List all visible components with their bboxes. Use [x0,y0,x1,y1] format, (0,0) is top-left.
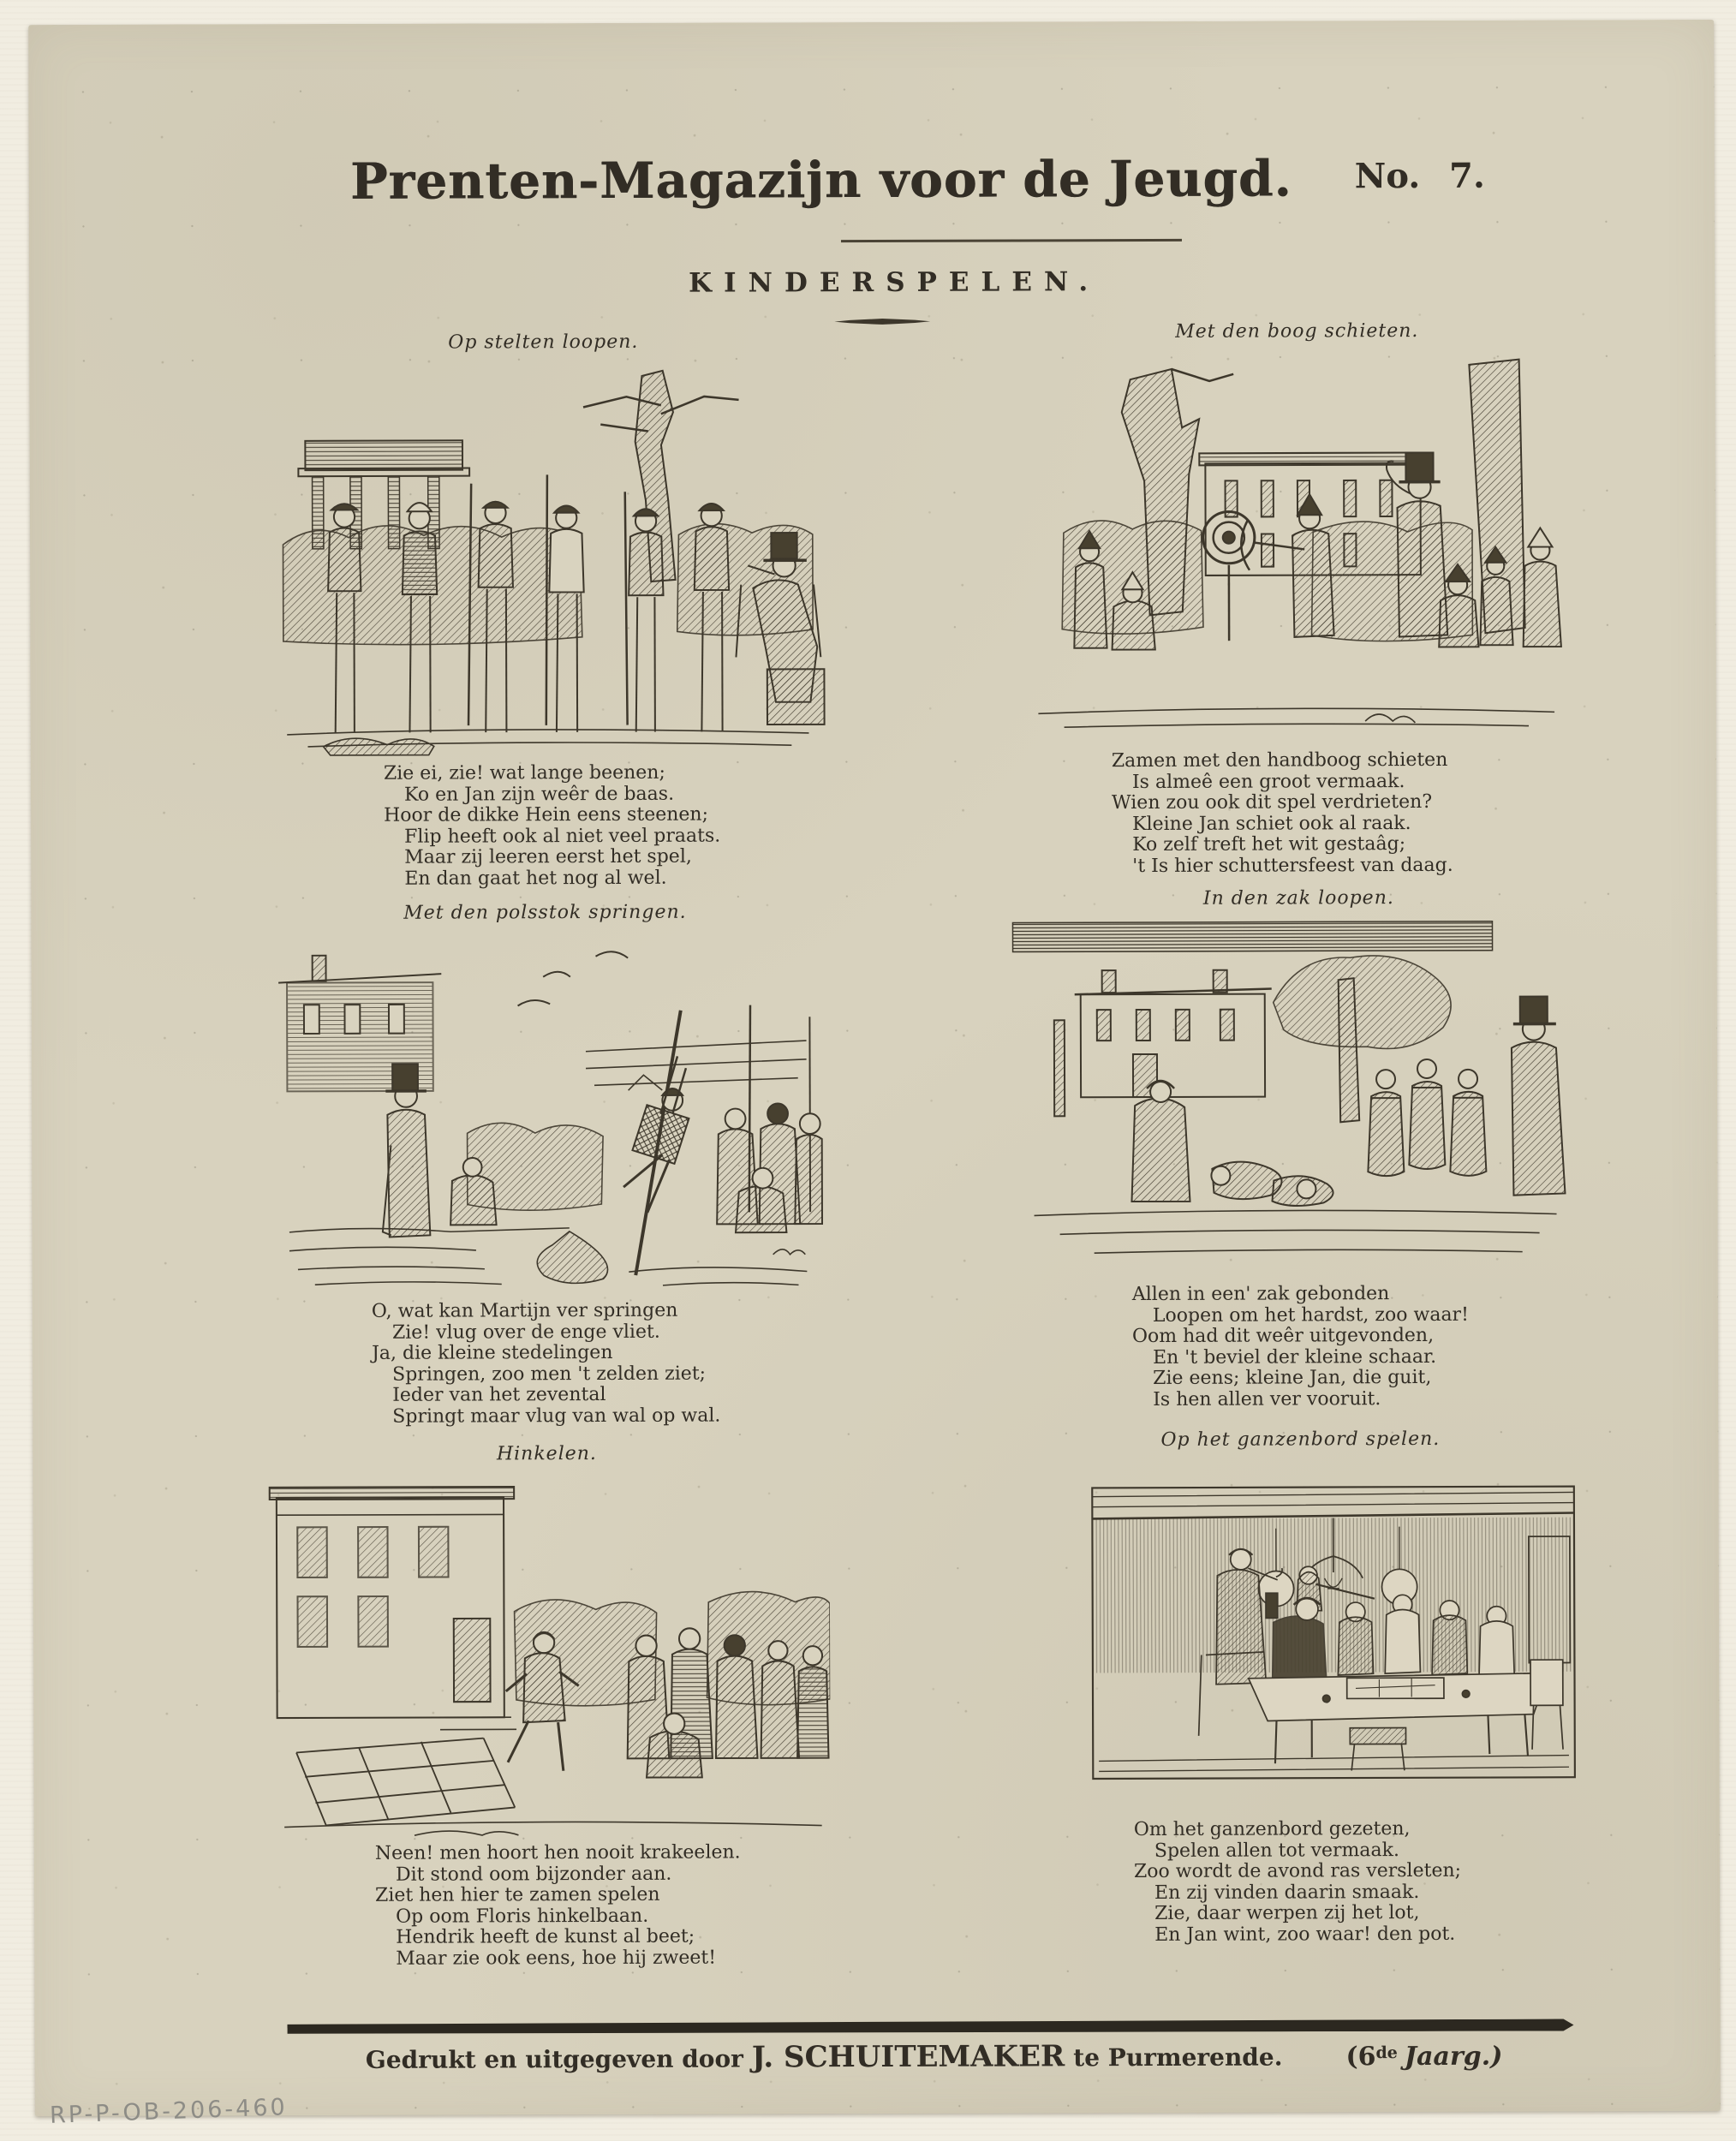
poem-archery [1112,750,1453,877]
poem-line: Is hen allen ver vooruit. [1153,1387,1381,1410]
poem-line: 't Is hier schuttersfeest van daag. [1132,854,1453,877]
poem-line: Springen, zoo men 't zelden ziet; [392,1363,707,1386]
poem-line: Dit stond oom bijzonder aan. [395,1863,672,1886]
edition-superscript: de [1375,2043,1398,2063]
poem-line: Zie! vlug over de enge vliet. [391,1321,660,1344]
poem-line: Spelen allen tot vermaak. [1154,1839,1399,1862]
poem-line: Zamen met den handboog schieten [1111,748,1448,772]
panel-caption-sack-race: In den zak loopen. [1202,887,1394,909]
poem-line: Ja, die kleine stedelingen [372,1341,613,1364]
masthead-title: Prenten-Magazijn voor de Jeugd. [349,149,1292,211]
imprint-line [292,2037,1577,2076]
section-divider-ornament [834,319,930,325]
stilts-scene-drawing [254,361,826,760]
poem-line: Ziet hen hier te zamen spelen [374,1883,660,1906]
poem-line: En dan gaat het nog al wel. [404,867,667,890]
pole-vault-scene-drawing [263,932,825,1297]
goose-board-scene-drawing [1090,1457,1576,1808]
panel-caption-pole-vault: Met den polsstok springen. [403,901,687,924]
imprint-prefix: Gedrukt en uitgegeven door [365,2044,743,2074]
footer-rule [288,2019,1574,2035]
poem-line: Oom had dit weêr uitgevonden, [1131,1324,1435,1348]
poem-line: Springt maar vlug van wal op wal. [392,1404,721,1428]
poem-line: Ko zelf treft het wit gestaâg; [1132,833,1406,856]
poem-line: En Jan wint, zoo waar! den pot. [1154,1923,1456,1946]
poem-line: Ko en Jan zijn weêr de baas. [403,783,675,806]
poem-line: En zij vinden daarin smaak. [1154,1881,1420,1904]
panel-caption-hopscotch: Hinkelen. [496,1443,597,1465]
panel-caption-archery: Met den boog schieten. [1175,319,1419,343]
inventory-annotation: RP-P-OB-206-460 [49,2094,289,2129]
poem-line: Zie, daar werpen zij het lot, [1154,1902,1420,1924]
print-sheet [28,20,1721,2116]
poem-goose-board [1134,1819,1462,1946]
imprint-suffix: te Purmerende. [1073,2043,1283,2072]
poem-line: O, wat kan Martijn ver springen [371,1299,678,1322]
poem-line: En 't beviel der kleine schaar. [1153,1345,1437,1369]
imprint-publisher: J. SCHUITEMAKER [751,2039,1065,2075]
poem-sack-race [1132,1284,1469,1410]
hopscotch-scene-drawing [257,1471,830,1838]
panel-caption-goose-board: Op het ganzenbord spelen. [1160,1428,1441,1451]
poem-line: Maar zij leeren eerst het spel, [404,845,692,868]
masthead-rule [841,239,1182,242]
edition-italic: Jaarg.) [1404,2041,1503,2072]
archery-scene-drawing [999,350,1575,739]
panel-caption-stilts: Op stelten loopen. [448,331,639,354]
poem-line: Flip heeft ook al niet veel praats. [404,825,721,848]
section-title: KINDERSPELEN. [689,266,1101,299]
poem-line: Hendrik heeft de kunst al beet; [396,1925,695,1948]
poem-line: Om het ganzenbord gezeten, [1133,1818,1411,1841]
poem-line: Zie ei, zie! wat lange beenen; [383,761,665,784]
poem-line: Is almeê een groot vermaak. [1131,770,1405,793]
poem-line: Zie eens; kleine Jan, die guit, [1153,1366,1432,1389]
engraving-in-den-zak-loopen [1007,917,1573,1273]
poem-line: Maar zie ook eens, hoe hij zweet! [396,1947,717,1970]
poem-line: Wien zou ook dit spel verdrieten? [1111,790,1433,814]
poem-line: Kleine Jan schiet ook al raak. [1132,812,1411,835]
poem-line: Loopen om het hardst, zoo waar! [1152,1303,1469,1327]
poem-line: Op oom Floris hinkelbaan. [396,1905,649,1928]
poem-line: Ieder van het zevental [392,1383,606,1406]
edition-prefix: (6 [1345,2042,1376,2072]
issue-number: No. 7. [1354,155,1485,197]
engraving-met-den-boog-schieten [999,350,1575,739]
engraving-hinkelen [257,1471,830,1838]
poem-stilts [384,763,721,890]
poem-line: Hoor de dikke Hein eens steenen; [384,803,709,826]
poem-line: Zoo wordt de avond ras versleten; [1133,1859,1462,1883]
engraving-met-den-polsstok-springen [263,932,825,1297]
poem-line: Neen! men hoort hen nooit krakeelen. [374,1841,741,1864]
poem-hopscotch [375,1842,741,1969]
engraving-op-stelten-loopen [254,361,826,760]
poem-pole-vault [372,1301,721,1428]
engraving-op-het-ganzenbord-spelen [1090,1457,1576,1808]
imprint-edition [1345,2042,1502,2072]
sack-race-scene-drawing [1007,917,1573,1273]
poem-line: Allen in een' zak gebonden [1131,1283,1390,1306]
